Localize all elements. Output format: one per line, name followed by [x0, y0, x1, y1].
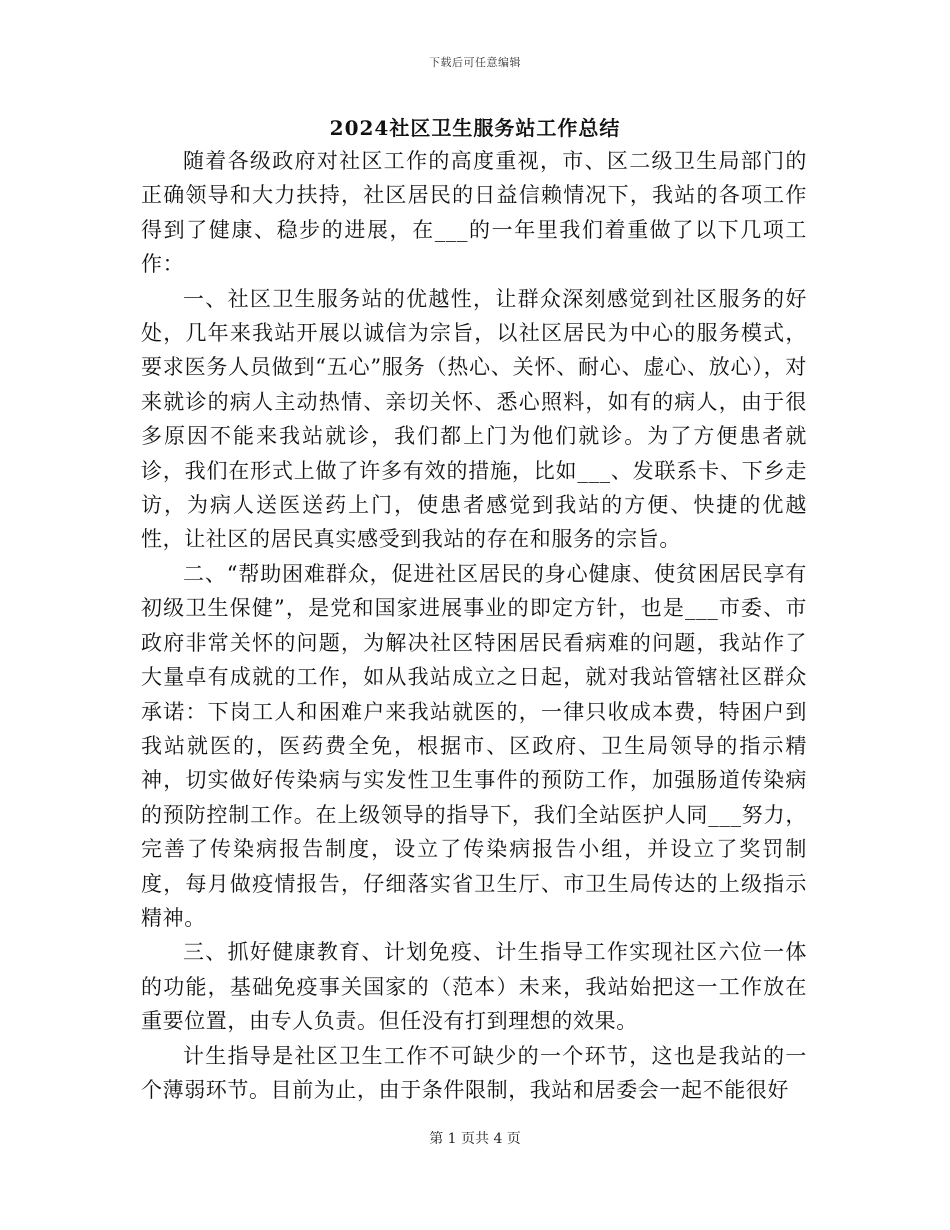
paragraph-intro: 随着各级政府对社区工作的高度重视，市、区二级卫生局部门的正确领导和大力扶持，社区居民的日益信赖情况下，我站的各项工作得到了健康、稳步的进展，在___的一年里我们着重做了以下几项工作：: [141, 149, 807, 277]
paragraph-section-3: 三、抓好健康教育、计划免疫、计生指导工作实现社区六位一体的功能，基础免疫事关国家的（范本）未来，我站始把这一工作放在重要位置，由专人负责。但任没有打到理想的效果。: [141, 940, 807, 1034]
paragraph-family-planning: 计生指导是社区卫生工作不可缺少的一个环节，这也是我站的一个薄弱环节。目前为止，由于条件限制，我站和居委会一起不能很好: [141, 1043, 807, 1102]
document-title: 2024社区卫生服务站工作总结: [329, 116, 621, 140]
document-body: [141, 144, 807, 1107]
paragraph-section-1: 一、社区卫生服务站的优越性，让群众深刻感觉到社区服务的好处，几年来我站开展以诚信为宗旨，以社区居民为中心的服务模式，要求医务人员做到“五心”服务（热心、关怀、耐心、虚心、放心），对来就诊的病人主动热情、亲切关怀、悉心照料，如有的病人，由于很多原因不能来我站就诊，我们都上门为他们就诊。为了方便患者就诊，我们在形式上做了许多有效的措施，比如___、发联系卡、下乡走访，为病人送医送药上门，使患者感觉到我站的方便、快捷的优越性，让社区的居民真实感受到我站的存在和服务的宗旨。: [141, 286, 807, 552]
paragraph-section-2: 二、“帮助困难群众，促进社区居民的身心健康、使贫困居民享有初级卫生保健”，是党和国家进展事业的即定方针，也是___市委、市政府非常关怀的问题，为解决社区特困居民看病难的问题，我站作了大量卓有成就的工作，如从我站成立之日起，就对我站管辖社区群众承诺：下岗工人和困难户来我站就医的，一律只收成本费，特困户到我站就医的，医药费全免，根据市、区政府、卫生局领导的指示精神，切实做好传染病与实发性卫生事件的预防工作，加强肠道传染病的预防控制工作。在上级领导的指导下，我们全站医护人同___努力，完善了传染病报告制度，设立了传染病报告小组，并设立了奖罚制度，每月做疫情报告，仔细落实省卫生厅、市卫生局传达的上级指示精神。: [141, 561, 807, 930]
header-note: 下载后可任意编辑: [429, 56, 521, 69]
page-number: 第 1 页共 4 页: [429, 1131, 521, 1147]
